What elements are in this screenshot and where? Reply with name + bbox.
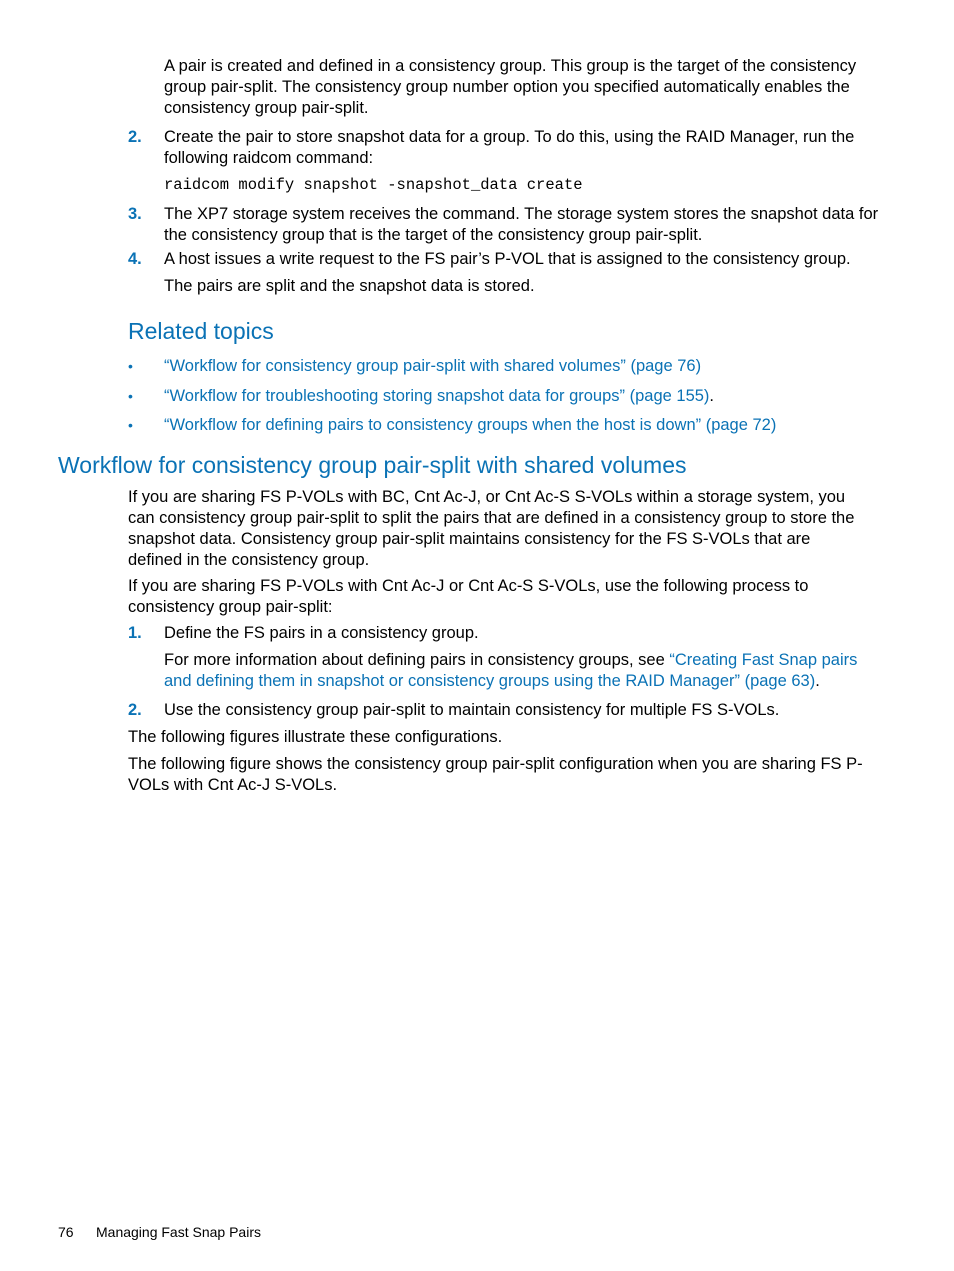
section-heading: Workflow for consistency group pair-split with shared volumes [58,452,687,478]
section-paragraph: If you are sharing FS P-VOLs with BC, Cnt Ac-J, or Cnt Ac-S S-VOLs within a storage system, you can consistency group pair-split to split the pairs that are defined in a consistency group to store the snapshot data. Consistency group pair-split maintains consistency for the FS S-VOLs that are defined in the consistency group. [128,488,855,569]
step-note [164,650,876,692]
step-number: 1. [128,624,142,642]
note-suffix: . [815,672,820,690]
related-link-text[interactable]: “Workflow for defining pairs to consistency groups when the host is down” (page 72) [164,416,777,434]
intro-paragraph: A pair is created and defined in a consistency group. This group is the target of the consistency group pair-split. The consistency group number option you specified automatically enables the consistency group pair-split. [164,57,857,117]
bullet-icon: • [128,388,133,404]
step-text: A host issues a write request to the FS pair’s P-VOL that is assigned to the consistency group. [164,250,851,268]
related-link [164,386,714,407]
result-text: The pairs are split and the snapshot data is stored. [164,277,535,295]
section-paragraph: The following figure shows the consistency group pair-split configuration when you are sharing FS P-VOLs with Cnt Ac-J S-VOLs. [128,755,863,794]
step-text: The XP7 storage system receives the command. The storage system stores the snapshot data for the consistency group that is the target of the consistency group pair-split. [164,205,879,244]
section-paragraph: The following figures illustrate these configurations. [128,728,503,746]
cross-reference-link[interactable]: “Creating Fast Snap pairs and defining them in snapshot or consistency groups using the RAID Manager” (page 63) [164,651,858,690]
note-prefix: For more information about defining pairs in consistency groups, see [164,651,670,669]
bullet-icon: • [128,417,133,433]
bullet-icon: • [128,358,133,374]
step-text: Create the pair to store snapshot data for a group. To do this, using the RAID Manager, run the following raidcom command: [164,128,855,167]
related-link [164,356,701,377]
step-number: 2. [128,701,142,719]
step-number: 4. [128,250,142,268]
page-number: 76 [58,1224,74,1240]
related-topics-heading: Related topics [128,318,274,344]
step-text: Use the consistency group pair-split to maintain consistency for multiple FS S-VOLs. [164,701,780,719]
related-link-text[interactable]: “Workflow for consistency group pair-split with shared volumes” (page 76) [164,357,702,375]
related-link-text[interactable]: “Workflow for troubleshooting storing snapshot data for groups” (page 155) [164,387,710,405]
code-command: raidcom modify snapshot -snapshot_data create [164,176,583,194]
section-paragraph: If you are sharing FS P-VOLs with Cnt Ac-J or Cnt Ac-S S-VOLs, use the following process to consistency group pair-split: [128,577,809,616]
related-link [164,415,776,436]
step-number: 3. [128,205,142,223]
step-text: Define the FS pairs in a consistency group. [164,624,479,642]
link-suffix: . [709,387,715,405]
chapter-title: Managing Fast Snap Pairs [96,1224,261,1240]
step-number: 2. [128,128,142,146]
